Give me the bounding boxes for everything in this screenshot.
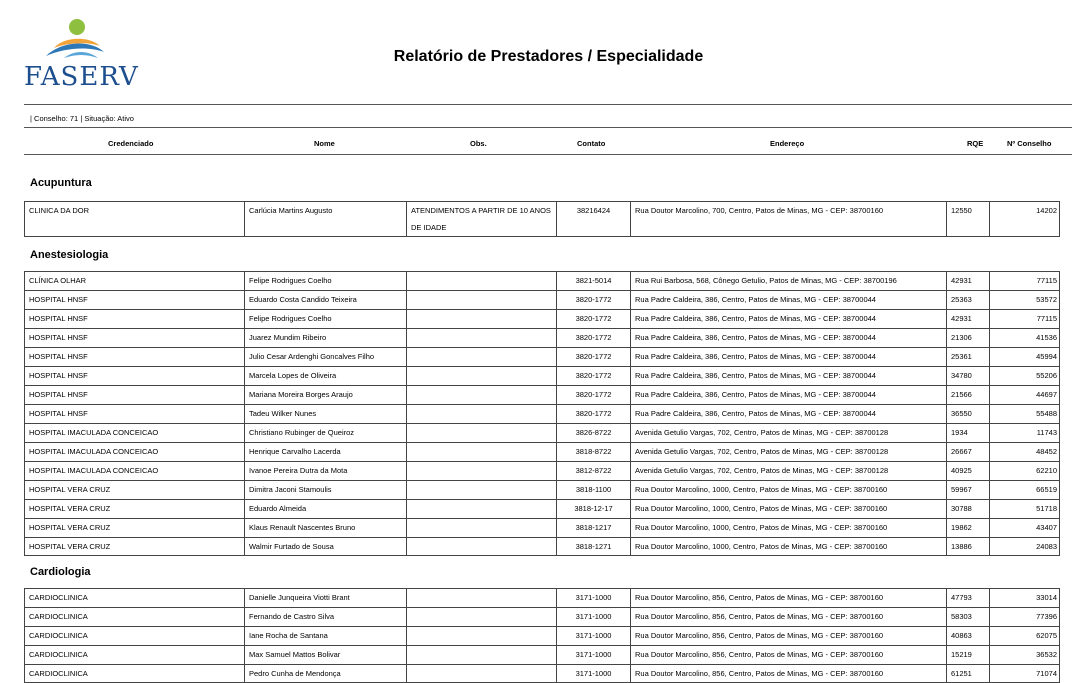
cell-conselho: 44697 <box>989 386 1061 404</box>
cell-nome: Marcela Lopes de Oliveira <box>244 367 406 385</box>
cell-nome: Felipe Rodrigues Coelho <box>244 272 406 290</box>
cell-rqe: 25361 <box>946 348 989 366</box>
table-row <box>24 499 1060 518</box>
cell-contato: 3171-1000 <box>556 608 630 626</box>
divider <box>24 104 1072 105</box>
cell-obs <box>406 443 556 461</box>
table-row <box>24 404 1060 423</box>
column-header-rqe: RQE <box>967 139 984 148</box>
table-row <box>24 537 1060 556</box>
cell-conselho: 77396 <box>989 608 1061 626</box>
cell-obs <box>406 481 556 499</box>
cell-endereco: Rua Padre Caldeira, 386, Centro, Patos de Minas, MG - CEP: 38700044 <box>630 348 946 366</box>
cell-obs <box>406 608 556 626</box>
cell-credenciado: CARDIOCLINICA <box>29 612 88 621</box>
cell-conselho: 48452 <box>989 443 1061 461</box>
cell-credenciado: CARDIOCLINICA <box>29 631 88 640</box>
cell-contato: 3820-1772 <box>556 405 630 423</box>
cell-nome: Ivanoe Pereira Dutra da Mota <box>244 462 406 480</box>
cell-rqe: 12550 <box>946 202 989 236</box>
cell-endereco: Rua Rui Barbosa, 568, Cônego Getulio, Patos de Minas, MG - CEP: 38700196 <box>630 272 946 290</box>
cell-contato: 3171-1000 <box>556 589 630 607</box>
cell-nome: Klaus Renault Nascentes Bruno <box>244 519 406 537</box>
cell-rqe: 34780 <box>946 367 989 385</box>
cell-obs <box>406 538 556 555</box>
cell-contato: 38216424 <box>556 202 630 236</box>
cell-rqe: 61251 <box>946 665 989 682</box>
cell-endereco: Rua Doutor Marcolino, 1000, Centro, Patos de Minas, MG - CEP: 38700160 <box>630 500 946 518</box>
cell-endereco: Avenida Getulio Vargas, 702, Centro, Patos de Minas, MG - CEP: 38700128 <box>630 443 946 461</box>
cell-obs <box>406 462 556 480</box>
cell-endereco: Rua Padre Caldeira, 386, Centro, Patos de Minas, MG - CEP: 38700044 <box>630 405 946 423</box>
cell-credenciado: HOSPITAL HNSF <box>29 295 88 304</box>
divider <box>24 127 1072 128</box>
table-row <box>24 664 1060 683</box>
column-header-credenciado: Credenciado <box>108 139 154 148</box>
cell-conselho: 43407 <box>989 519 1061 537</box>
cell-nome: Henrique Carvalho Lacerda <box>244 443 406 461</box>
cell-endereco: Rua Doutor Marcolino, 856, Centro, Patos de Minas, MG - CEP: 38700160 <box>630 646 946 664</box>
cell-contato: 3826-8722 <box>556 424 630 442</box>
table-row <box>24 290 1060 309</box>
cell-nome: Eduardo Almeida <box>244 500 406 518</box>
table-row <box>24 461 1060 480</box>
cell-nome: Tadeu Wilker Nunes <box>244 405 406 423</box>
cell-credenciado: HOSPITAL HNSF <box>29 371 88 380</box>
table-row <box>24 442 1060 461</box>
cell-rqe: 15219 <box>946 646 989 664</box>
cell-credenciado: HOSPITAL IMACULADA CONCEICAO <box>29 428 159 437</box>
cell-credenciado: CARDIOCLINICA <box>29 669 88 678</box>
cell-conselho: 55206 <box>989 367 1061 385</box>
cell-credenciado: HOSPITAL IMACULADA CONCEICAO <box>29 466 159 475</box>
column-header-endereco: Endereço <box>770 139 805 148</box>
filter-summary: | Conselho: 71 | Situação: Ativo <box>30 114 134 123</box>
cell-nome: Julio Cesar Ardenghi Goncalves Filho <box>244 348 406 366</box>
cell-contato: 3820-1772 <box>556 310 630 328</box>
cell-obs <box>406 627 556 645</box>
cell-rqe: 59967 <box>946 481 989 499</box>
table-row <box>24 271 1060 290</box>
cell-endereco: Rua Padre Caldeira, 386, Centro, Patos de Minas, MG - CEP: 38700044 <box>630 367 946 385</box>
cell-endereco: Rua Doutor Marcolino, 700, Centro, Patos de Minas, MG - CEP: 38700160 <box>630 202 946 236</box>
cell-contato: 3820-1772 <box>556 348 630 366</box>
cell-conselho: 41536 <box>989 329 1061 347</box>
cell-credenciado: HOSPITAL HNSF <box>29 314 88 323</box>
cell-nome: Carlúcia Martins Augusto <box>244 202 406 236</box>
cell-obs <box>406 646 556 664</box>
cell-nome: Eduardo Costa Candido Teixeira <box>244 291 406 309</box>
cell-obs <box>406 405 556 423</box>
cell-conselho: 71074 <box>989 665 1061 682</box>
table-row <box>24 385 1060 404</box>
cell-conselho: 55488 <box>989 405 1061 423</box>
cell-conselho: 77115 <box>989 272 1061 290</box>
cell-obs <box>406 500 556 518</box>
cell-obs <box>406 665 556 682</box>
table-row <box>24 518 1060 537</box>
table-row <box>24 347 1060 366</box>
cell-contato: 3820-1772 <box>556 291 630 309</box>
column-header-contato: Contato <box>577 139 606 148</box>
cell-conselho: 24083 <box>989 538 1061 555</box>
cell-endereco: Rua Padre Caldeira, 386, Centro, Patos de Minas, MG - CEP: 38700044 <box>630 329 946 347</box>
cell-conselho: 77115 <box>989 310 1061 328</box>
report-header <box>0 0 1089 104</box>
cell-conselho: 66519 <box>989 481 1061 499</box>
cell-credenciado: HOSPITAL IMACULADA CONCEICAO <box>29 447 159 456</box>
cell-rqe: 42931 <box>946 310 989 328</box>
divider <box>24 154 1072 155</box>
cell-credenciado: HOSPITAL VERA CRUZ <box>29 504 111 513</box>
table-row <box>24 607 1060 626</box>
cell-rqe: 19862 <box>946 519 989 537</box>
cell-nome: Walmir Furtado de Sousa <box>244 538 406 555</box>
cell-endereco: Rua Doutor Marcolino, 856, Centro, Patos de Minas, MG - CEP: 38700160 <box>630 589 946 607</box>
cell-contato: 3818-1217 <box>556 519 630 537</box>
table-row <box>24 588 1060 607</box>
cell-obs <box>406 519 556 537</box>
cell-rqe: 25363 <box>946 291 989 309</box>
section-title: Anestesiologia <box>30 249 109 261</box>
cell-credenciado: CARDIOCLINICA <box>29 593 88 602</box>
cell-endereco: Rua Doutor Marcolino, 856, Centro, Patos de Minas, MG - CEP: 38700160 <box>630 627 946 645</box>
table-row <box>24 366 1060 385</box>
cell-conselho: 36532 <box>989 646 1061 664</box>
cell-nome: Iane Rocha de Santana <box>244 627 406 645</box>
cell-contato: 3171-1000 <box>556 627 630 645</box>
cell-endereco: Rua Padre Caldeira, 386, Centro, Patos de Minas, MG - CEP: 38700044 <box>630 310 946 328</box>
cell-obs <box>406 329 556 347</box>
cell-rqe: 26667 <box>946 443 989 461</box>
table-header <box>24 139 1072 149</box>
cell-conselho: 11743 <box>989 424 1061 442</box>
cell-rqe: 1934 <box>946 424 989 442</box>
cell-credenciado: HOSPITAL VERA CRUZ <box>29 523 111 532</box>
cell-endereco: Rua Padre Caldeira, 386, Centro, Patos de Minas, MG - CEP: 38700044 <box>630 386 946 404</box>
cell-endereco: Avenida Getulio Vargas, 702, Centro, Patos de Minas, MG - CEP: 38700128 <box>630 462 946 480</box>
cell-nome: Danielle Junqueira Viotti Brant <box>244 589 406 607</box>
cell-contato: 3818-1100 <box>556 481 630 499</box>
table-row <box>24 423 1060 442</box>
cell-rqe: 21566 <box>946 386 989 404</box>
cell-conselho: 53572 <box>989 291 1061 309</box>
cell-rqe: 30788 <box>946 500 989 518</box>
section-title: Acupuntura <box>30 177 92 189</box>
cell-credenciado: HOSPITAL HNSF <box>29 390 88 399</box>
table-row <box>24 645 1060 664</box>
cell-obs <box>406 291 556 309</box>
cell-endereco: Avenida Getulio Vargas, 702, Centro, Patos de Minas, MG - CEP: 38700128 <box>630 424 946 442</box>
page-title: Relatório de Prestadores / Especialidade <box>393 48 704 65</box>
cell-credenciado: HOSPITAL VERA CRUZ <box>29 485 111 494</box>
cell-contato: 3820-1772 <box>556 367 630 385</box>
cell-endereco: Rua Doutor Marcolino, 1000, Centro, Patos de Minas, MG - CEP: 38700160 <box>630 481 946 499</box>
column-header-conselho: Nº Conselho <box>1007 139 1052 148</box>
cell-nome: Max Samuel Mattos Bolivar <box>244 646 406 664</box>
cell-rqe: 40925 <box>946 462 989 480</box>
cell-nome: Juarez Mundim Ribeiro <box>244 329 406 347</box>
column-header-obs: Obs. <box>470 139 487 148</box>
cell-obs <box>406 424 556 442</box>
cell-nome: Mariana Moreira Borges Araujo <box>244 386 406 404</box>
cell-obs <box>406 367 556 385</box>
cell-conselho: 45994 <box>989 348 1061 366</box>
logo-text: FASERV <box>24 62 139 92</box>
cell-nome: Dimitra Jaconi Stamoulis <box>244 481 406 499</box>
cell-rqe: 40863 <box>946 627 989 645</box>
cell-obs <box>406 310 556 328</box>
cell-contato: 3820-1772 <box>556 386 630 404</box>
cell-endereco: Rua Doutor Marcolino, 856, Centro, Patos de Minas, MG - CEP: 38700160 <box>630 608 946 626</box>
cell-rqe: 13886 <box>946 538 989 555</box>
cell-contato: 3818-8722 <box>556 443 630 461</box>
cell-contato: 3171-1000 <box>556 646 630 664</box>
cell-obs: ATENDIMENTOS A PARTIR DE 10 ANOS DE IDADE <box>406 202 556 236</box>
cell-conselho: 62210 <box>989 462 1061 480</box>
cell-contato: 3812-8722 <box>556 462 630 480</box>
section-title: Cardiologia <box>30 566 91 578</box>
table-row <box>24 309 1060 328</box>
cell-conselho: 62075 <box>989 627 1061 645</box>
cell-endereco: Rua Padre Caldeira, 386, Centro, Patos de Minas, MG - CEP: 38700044 <box>630 291 946 309</box>
cell-contato: 3820-1772 <box>556 329 630 347</box>
table-row <box>24 201 1060 237</box>
cell-conselho: 33014 <box>989 589 1061 607</box>
cell-rqe: 42931 <box>946 272 989 290</box>
cell-rqe: 47793 <box>946 589 989 607</box>
cell-conselho: 51718 <box>989 500 1061 518</box>
cell-contato: 3171-1000 <box>556 665 630 682</box>
cell-obs <box>406 386 556 404</box>
cell-endereco: Rua Doutor Marcolino, 1000, Centro, Patos de Minas, MG - CEP: 38700160 <box>630 538 946 555</box>
cell-nome: Christiano Rubinger de Queiroz <box>244 424 406 442</box>
cell-credenciado: CARDIOCLINICA <box>29 650 88 659</box>
cell-contato: 3818-1271 <box>556 538 630 555</box>
cell-credenciado: HOSPITAL HNSF <box>29 409 88 418</box>
cell-obs <box>406 589 556 607</box>
cell-credenciado: HOSPITAL VERA CRUZ <box>29 542 111 551</box>
cell-obs <box>406 348 556 366</box>
cell-nome: Fernando de Castro Silva <box>244 608 406 626</box>
column-header-nome: Nome <box>314 139 335 148</box>
table-row <box>24 480 1060 499</box>
cell-obs <box>406 272 556 290</box>
table-row <box>24 626 1060 645</box>
cell-nome: Pedro Cunha de Mendonça <box>244 665 406 682</box>
cell-endereco: Rua Doutor Marcolino, 1000, Centro, Patos de Minas, MG - CEP: 38700160 <box>630 519 946 537</box>
cell-nome: Felipe Rodrigues Coelho <box>244 310 406 328</box>
cell-credenciado: CLINICA DA DOR <box>29 206 90 215</box>
table-row <box>24 328 1060 347</box>
cell-conselho: 14202 <box>989 202 1061 236</box>
cell-credenciado: HOSPITAL HNSF <box>29 333 88 342</box>
cell-rqe: 36550 <box>946 405 989 423</box>
cell-credenciado: CLÍNICA OLHAR <box>29 276 87 285</box>
cell-credenciado: HOSPITAL HNSF <box>29 352 88 361</box>
cell-endereco: Rua Doutor Marcolino, 856, Centro, Patos de Minas, MG - CEP: 38700160 <box>630 665 946 682</box>
cell-contato: 3818-12-17 <box>556 500 630 518</box>
cell-rqe: 21306 <box>946 329 989 347</box>
cell-contato: 3821-5014 <box>556 272 630 290</box>
cell-rqe: 58303 <box>946 608 989 626</box>
